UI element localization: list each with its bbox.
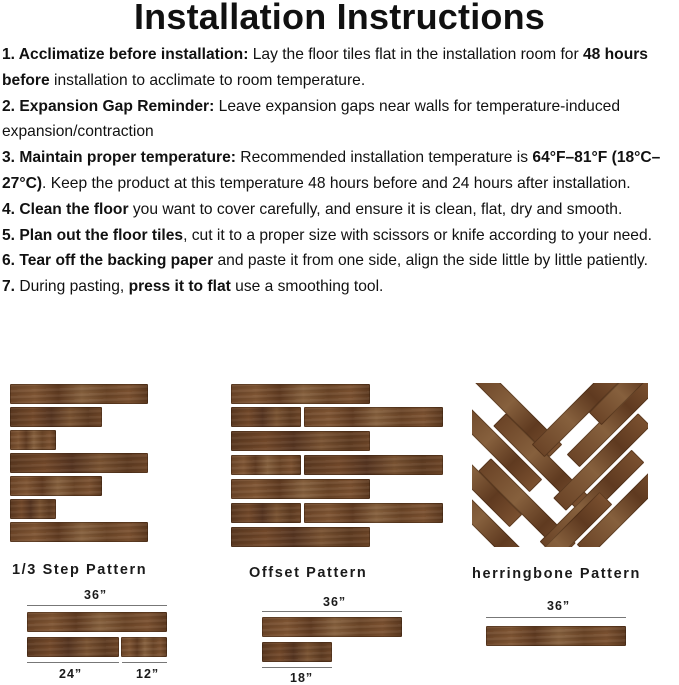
herringbone-pattern-caption: herringbone Pattern: [472, 566, 641, 582]
step-dim-a: 24”: [59, 667, 83, 681]
herringbone-dim-total: 36”: [547, 599, 571, 613]
herringbone-dim-line: [486, 617, 626, 618]
plank: [304, 455, 443, 475]
step-dim-line: [27, 605, 167, 606]
step-3: 3. Maintain proper temperature: Recommended installation temperature is 64°F–81°F (18°C–27°C). Keep the product at this temperature 48 hours before and 24 hours after installation.: [2, 149, 661, 192]
plank: [27, 637, 119, 657]
plank: [10, 453, 148, 473]
plank: [10, 522, 148, 542]
step-6: 6. Tear off the backing paper and paste it from one side, align the side little by little patiently.: [2, 252, 648, 270]
plank: [27, 612, 167, 632]
plank: [10, 384, 148, 404]
plank: [262, 642, 332, 662]
plank: [10, 476, 102, 496]
plank: [10, 499, 56, 519]
plank: [231, 479, 370, 499]
plank: [10, 430, 56, 450]
plank: [231, 384, 370, 404]
plank: [231, 527, 370, 547]
plank: [486, 626, 626, 646]
offset-dim-line: [262, 611, 402, 612]
step-dim-line: [27, 662, 119, 663]
plank: [231, 503, 301, 523]
step-pattern-caption: 1/3 Step Pattern: [12, 562, 148, 578]
step-dim-b: 12”: [136, 667, 160, 681]
offset-dim-a: 18”: [290, 671, 314, 685]
step-dim-total: 36”: [84, 588, 108, 602]
plank: [231, 431, 370, 451]
page-title: Installation Instructions: [133, 0, 546, 37]
offset-dim-total: 36”: [323, 595, 347, 609]
step-2: 2. Expansion Gap Reminder: Leave expansion gaps near walls for temperature-induced expansion/contraction: [2, 97, 620, 141]
plank: [304, 407, 443, 427]
herringbone-pattern-diagram: [472, 383, 648, 547]
offset-dim-line: [262, 667, 332, 668]
instruction-list: [2, 42, 679, 300]
plank: [262, 617, 402, 637]
plank: [231, 455, 301, 475]
step-4: 4. Clean the floor you want to cover carefully, and ensure it is clean, flat, dry and smooth.: [2, 200, 623, 218]
plank: [304, 503, 443, 523]
step-5: 5. Plan out the floor tiles, cut it to a proper size with scissors or knife according to your need.: [2, 226, 652, 244]
offset-pattern-caption: Offset Pattern: [249, 565, 368, 581]
step-1: 1. Acclimatize before installation: Lay the floor tiles flat in the installation room for 48 hours before installation to acclimate to room temperature.: [2, 46, 648, 89]
plank: [10, 407, 102, 427]
plank: [121, 637, 167, 657]
step-7: 7. During pasting, press it to flat use a smoothing tool.: [2, 278, 384, 296]
step-dim-line: [122, 662, 167, 663]
plank: [231, 407, 301, 427]
